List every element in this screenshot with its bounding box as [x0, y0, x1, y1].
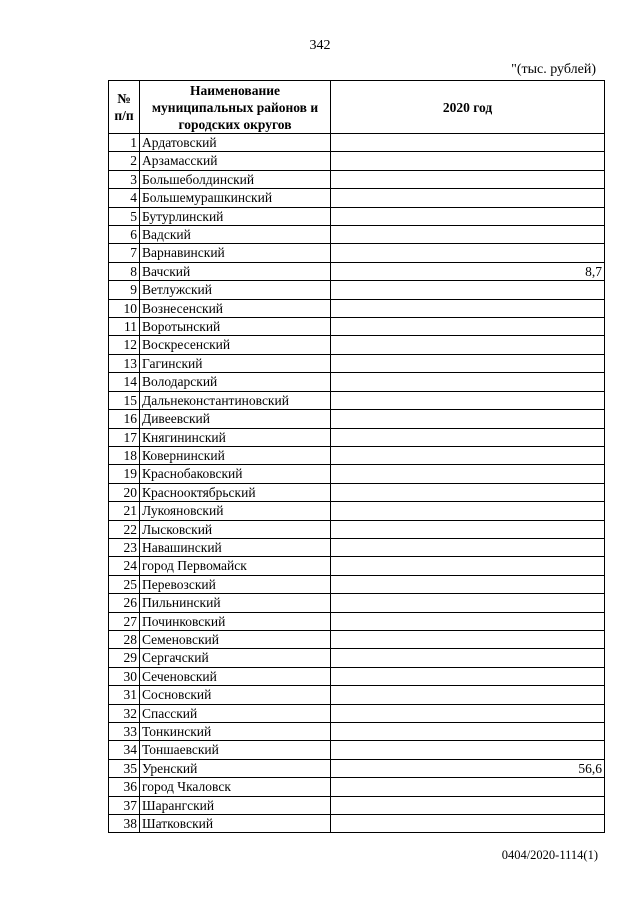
table-row	[109, 557, 605, 575]
district-name: Краснооктябрьский	[140, 483, 331, 501]
table-row	[109, 520, 605, 538]
district-name: Навашинский	[140, 538, 331, 556]
year-value	[331, 391, 605, 409]
header-num: № п/п	[109, 81, 140, 134]
row-number: 9	[109, 281, 140, 299]
district-name: Ковернинский	[140, 446, 331, 464]
row-number: 16	[109, 410, 140, 428]
district-name: Перевозский	[140, 575, 331, 593]
district-name: Большеболдинский	[140, 170, 331, 188]
year-value	[331, 538, 605, 556]
row-number: 36	[109, 778, 140, 796]
table-row	[109, 318, 605, 336]
district-name: город Чкаловск	[140, 778, 331, 796]
year-value	[331, 630, 605, 648]
table-row	[109, 134, 605, 152]
row-number: 14	[109, 373, 140, 391]
row-number: 1	[109, 134, 140, 152]
page-number: 342	[309, 38, 331, 53]
row-number: 11	[109, 318, 140, 336]
year-value: 56,6	[331, 759, 605, 777]
year-value	[331, 336, 605, 354]
row-number: 17	[109, 428, 140, 446]
year-value	[331, 244, 605, 262]
row-number: 27	[109, 612, 140, 630]
table-row	[109, 336, 605, 354]
row-number: 23	[109, 538, 140, 556]
year-value	[331, 446, 605, 464]
row-number: 37	[109, 796, 140, 814]
year-value	[331, 226, 605, 244]
table-row	[109, 446, 605, 464]
table-row	[109, 759, 605, 777]
row-number: 31	[109, 686, 140, 704]
year-value	[331, 465, 605, 483]
table-row	[109, 170, 605, 188]
district-name: Ветлужский	[140, 281, 331, 299]
table-row	[109, 630, 605, 648]
header-year: 2020 год	[331, 81, 605, 134]
year-value	[331, 815, 605, 833]
district-name: Большемурашкинский	[140, 189, 331, 207]
row-number: 29	[109, 649, 140, 667]
row-number: 8	[109, 262, 140, 280]
district-name: Тоншаевский	[140, 741, 331, 759]
district-name: Дивеевский	[140, 410, 331, 428]
row-number: 5	[109, 207, 140, 225]
table-row	[109, 483, 605, 501]
district-name: Семеновский	[140, 630, 331, 648]
district-name: Княгининский	[140, 428, 331, 446]
header-name: Наименование муниципальных районов и городских округов	[140, 81, 331, 134]
year-value	[331, 483, 605, 501]
year-value	[331, 778, 605, 796]
row-number: 6	[109, 226, 140, 244]
district-name: Тонкинский	[140, 723, 331, 741]
district-name: Гагинский	[140, 354, 331, 372]
year-value	[331, 612, 605, 630]
district-name: Воротынский	[140, 318, 331, 336]
district-name: Володарский	[140, 373, 331, 391]
year-value	[331, 796, 605, 814]
table-row	[109, 207, 605, 225]
district-name: Ардатовский	[140, 134, 331, 152]
table-row	[109, 373, 605, 391]
document-code: 0404/2020-1114(1)	[501, 848, 598, 862]
table-row	[109, 152, 605, 170]
row-number: 13	[109, 354, 140, 372]
table-row	[109, 723, 605, 741]
table-body	[109, 134, 605, 833]
year-value	[331, 170, 605, 188]
year-value	[331, 189, 605, 207]
row-number: 19	[109, 465, 140, 483]
table-row	[109, 189, 605, 207]
district-name: Вадский	[140, 226, 331, 244]
district-name: Краснобаковский	[140, 465, 331, 483]
table-row	[109, 354, 605, 372]
district-name: Лысковский	[140, 520, 331, 538]
year-value	[331, 594, 605, 612]
year-value	[331, 428, 605, 446]
district-name: Пильнинский	[140, 594, 331, 612]
table-row	[109, 575, 605, 593]
table-row	[109, 299, 605, 317]
table-row	[109, 686, 605, 704]
table-row	[109, 778, 605, 796]
row-number: 38	[109, 815, 140, 833]
table-row	[109, 226, 605, 244]
row-number: 32	[109, 704, 140, 722]
district-name: Сосновский	[140, 686, 331, 704]
table-header-row	[109, 81, 605, 134]
table-row	[109, 410, 605, 428]
district-name: Варнавинский	[140, 244, 331, 262]
year-value	[331, 134, 605, 152]
table-row	[109, 741, 605, 759]
row-number: 2	[109, 152, 140, 170]
district-name: Бутурлинский	[140, 207, 331, 225]
table-row	[109, 594, 605, 612]
district-name: Лукояновский	[140, 502, 331, 520]
table-row	[109, 612, 605, 630]
table-row	[109, 262, 605, 280]
row-number: 26	[109, 594, 140, 612]
units-label: "(тыс. рублей)	[511, 62, 596, 77]
budget-table	[108, 80, 605, 833]
row-number: 18	[109, 446, 140, 464]
district-name: Дальнеконстантиновский	[140, 391, 331, 409]
row-number: 3	[109, 170, 140, 188]
year-value	[331, 502, 605, 520]
district-name: Сергачский	[140, 649, 331, 667]
row-number: 4	[109, 189, 140, 207]
district-name: Воскресенский	[140, 336, 331, 354]
row-number: 35	[109, 759, 140, 777]
row-number: 25	[109, 575, 140, 593]
year-value	[331, 318, 605, 336]
row-number: 12	[109, 336, 140, 354]
district-name: Вачский	[140, 262, 331, 280]
row-number: 15	[109, 391, 140, 409]
year-value	[331, 373, 605, 391]
row-number: 30	[109, 667, 140, 685]
table-row	[109, 815, 605, 833]
district-name: город Первомайск	[140, 557, 331, 575]
table-row	[109, 538, 605, 556]
year-value	[331, 410, 605, 428]
district-name: Арзамасский	[140, 152, 331, 170]
year-value	[331, 299, 605, 317]
year-value: 8,7	[331, 262, 605, 280]
table-row	[109, 391, 605, 409]
year-value	[331, 152, 605, 170]
year-value	[331, 575, 605, 593]
table-row	[109, 649, 605, 667]
year-value	[331, 207, 605, 225]
table-row	[109, 502, 605, 520]
district-name: Сеченовский	[140, 667, 331, 685]
year-value	[331, 723, 605, 741]
district-name: Починковский	[140, 612, 331, 630]
year-value	[331, 686, 605, 704]
table-row	[109, 465, 605, 483]
year-value	[331, 741, 605, 759]
row-number: 34	[109, 741, 140, 759]
district-name: Шатковский	[140, 815, 331, 833]
year-value	[331, 557, 605, 575]
row-number: 24	[109, 557, 140, 575]
row-number: 10	[109, 299, 140, 317]
table-row	[109, 428, 605, 446]
row-number: 22	[109, 520, 140, 538]
table-row	[109, 667, 605, 685]
district-name: Спасский	[140, 704, 331, 722]
table-row	[109, 281, 605, 299]
district-name: Вознесенский	[140, 299, 331, 317]
row-number: 21	[109, 502, 140, 520]
table-row	[109, 796, 605, 814]
year-value	[331, 667, 605, 685]
row-number: 20	[109, 483, 140, 501]
year-value	[331, 649, 605, 667]
table-row	[109, 244, 605, 262]
table-row	[109, 704, 605, 722]
row-number: 33	[109, 723, 140, 741]
year-value	[331, 354, 605, 372]
district-name: Шарангский	[140, 796, 331, 814]
year-value	[331, 704, 605, 722]
year-value	[331, 281, 605, 299]
district-name: Уренский	[140, 759, 331, 777]
year-value	[331, 520, 605, 538]
row-number: 28	[109, 630, 140, 648]
row-number: 7	[109, 244, 140, 262]
